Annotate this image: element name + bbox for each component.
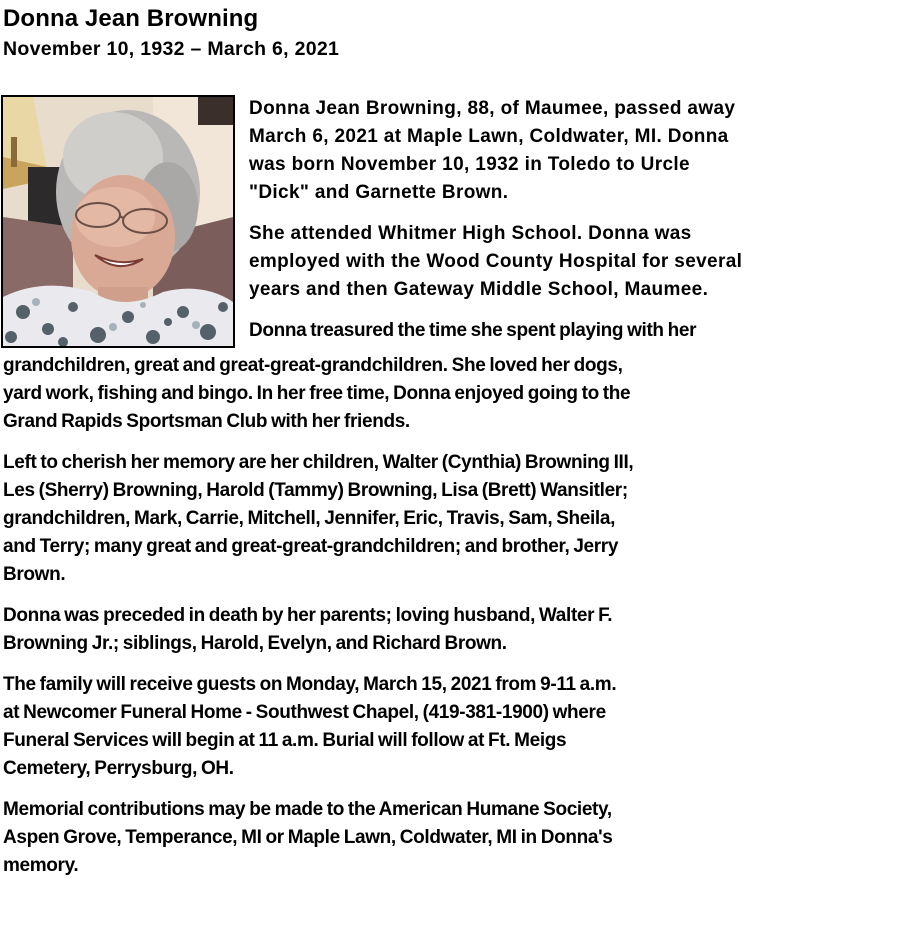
text-line: Funeral Services will begin at 11 a.m. Burial will follow at Ft. Meigs [3, 730, 567, 751]
text-line: Aspen Grove, Temperance, MI or Maple Lawn, Coldwater, MI in Donna's [3, 827, 613, 848]
obituary-body [3, 95, 899, 436]
text-line: Les (Sherry) Browning, Harold (Tammy) Browning, Lisa (Brett) Wansitler; [3, 480, 628, 501]
text-line: Cemetery, Perrysburg, OH. [3, 758, 234, 779]
text-line: Left to cherish her memory are her children, Walter (Cynthia) Browning III, [3, 452, 634, 473]
portrait-photo-icon [3, 97, 233, 346]
text-line: employed with the Wood County Hospital for several [249, 251, 743, 272]
text-line: yard work, fishing and bingo. In her free time, Donna enjoyed going to the [3, 383, 631, 404]
text-line: memory. [3, 855, 79, 876]
text-line: at Newcomer Funeral Home - Southwest Chapel, (419-381-1900) where [3, 702, 606, 723]
obituary-name: Donna Jean Browning [3, 5, 259, 32]
portrait-photo [1, 95, 235, 348]
text-line: Donna Jean Browning, 88, of Maumee, passed away [249, 98, 736, 119]
paragraph-survivors [3, 449, 899, 589]
text-line: Browning Jr.; siblings, Harold, Evelyn, and Richard Brown. [3, 633, 507, 654]
text-line: March 6, 2021 at Maple Lawn, Coldwater, MI. Donna [249, 126, 729, 147]
text-line: Brown. [3, 564, 66, 585]
text-line: "Dick" and Garnette Brown. [249, 182, 509, 203]
paragraph-services [3, 671, 899, 783]
text-line: Grand Rapids Sportsman Club with her friends. [3, 411, 410, 432]
text-line: grandchildren, great and great-great-grandchildren. She loved her dogs, [3, 355, 623, 376]
text-line: Donna was preceded in death by her parents; loving husband, Walter F. [3, 605, 613, 626]
text-line: Memorial contributions may be made to the American Humane Society, [3, 799, 612, 820]
text-line: Donna treasured the time she spent playing with her [249, 320, 697, 341]
text-line: grandchildren, Mark, Carrie, Mitchell, Jennifer, Eric, Travis, Sam, Sheila, [3, 508, 615, 529]
paragraph-preceded [3, 602, 899, 658]
text-line: The family will receive guests on Monday, March 15, 2021 from 9-11 a.m. [3, 674, 617, 695]
text-line: and Terry; many great and great-great-grandchildren; and brother, Jerry [3, 536, 619, 557]
paragraph-memorial-contributions [3, 796, 899, 880]
text-line: She attended Whitmer High School. Donna was [249, 223, 692, 244]
obituary-dates: November 10, 1932 – March 6, 2021 [3, 38, 340, 60]
text-line: was born November 10, 1932 in Toledo to Urcle [249, 154, 690, 175]
text-line: years and then Gateway Middle School, Maumee. [249, 279, 709, 300]
